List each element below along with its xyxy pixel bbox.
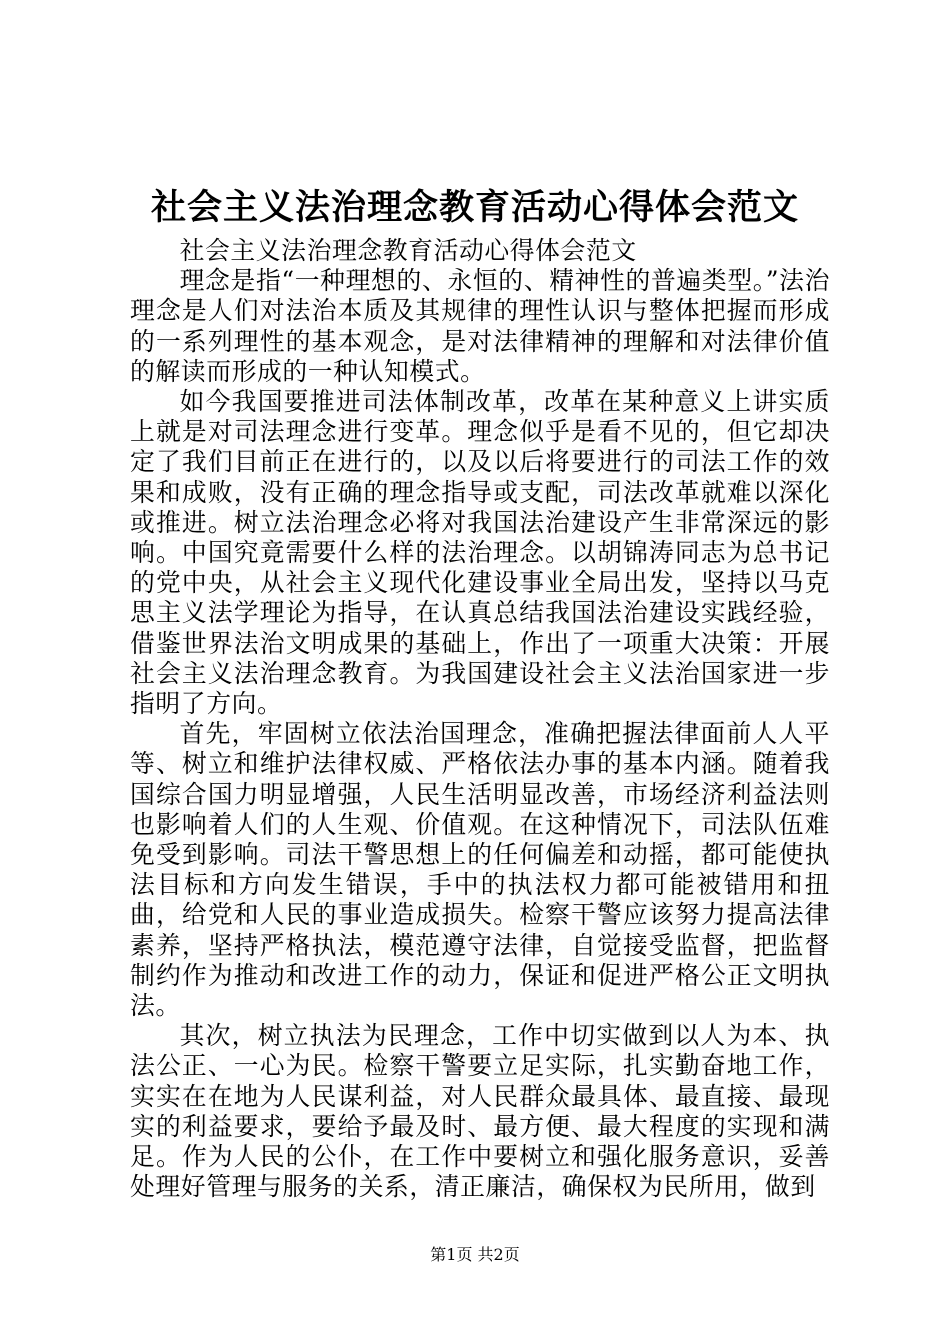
page-number-label: 第1页 共2页 <box>430 1245 520 1264</box>
page-footer <box>0 1245 950 1265</box>
paragraph-concept-definition: 理念是指“一种理想的、永恒的、精神性的普遍类型。”法治理念是人们对法治本质及其规律的理性认识与整体把握而形成的一系列理性的基本观念，是对法律精神的理解和对法律价值的解读而形成的一种认知模式。 <box>130 266 830 386</box>
paragraph-serve-the-people: 其次，树立执法为民理念，工作中切实做到以人为本、执法公正、一心为民。检察干警要立足实际，扎实勤奋地工作，实实在在地为人民谋利益，对人民群众最具体、最直接、最现实的利益要求，要给予最及时、最方便、最大程度的实现和满足。作为人民的公仆，在工作中要树立和强化服务意识，妥善处理好管理与服务的关系，清正廉洁，确保权为民所用，做到 <box>130 1021 830 1202</box>
paragraph-judicial-reform: 如今我国要推进司法体制改革，改革在某种意义上讲实质上就是对司法理念进行变革。理念似乎是看不见的，但它却决定了我们目前正在进行的，以及以后将要进行的司法工作的效果和成败，没有正确的理念指导或支配，司法改革就难以深化或推进。树立法治理念必将对我国法治建设产生非常深远的影响。中国究竟需要什么样的法治理念。以胡锦涛同志为总书记的党中央，从社会主义现代化建设事业全局出发，坚持以马克思主义法学理论为指导，在认真总结我国法治建设实践经验，借鉴世界法治文明成果的基础上，作出了一项重大决策：开展社会主义法治理念教育。为我国建设社会主义法治国家进一步指明了方向。 <box>130 387 830 719</box>
document-body <box>130 236 830 1203</box>
document-subtitle-paragraph: 社会主义法治理念教育活动心得体会范文 <box>179 236 637 265</box>
document-title: 社会主义法治理念教育活动心得体会范文 <box>150 187 799 228</box>
paragraph-rule-of-law: 首先，牢固树立依法治国理念，准确把握法律面前人人平等、树立和维护法律权威、严格依法办事的基本内涵。随着我国综合国力明显增强，人民生活明显改善，市场经济利益法则也影响着人们的人生观、价值观。在这种情况下，司法队伍难免受到影响。司法干警思想上的任何偏差和动摇，都可能使执法目标和方向发生错误，手中的执法权力都可能被错用和扭曲，给党和人民的事业造成损失。检察干警应该努力提高法律素养，坚持严格执法，模范遵守法律，自觉接受监督，把监督制约作为推动和改进工作的动力，保证和促进严格公正文明执法。 <box>130 719 830 1021</box>
